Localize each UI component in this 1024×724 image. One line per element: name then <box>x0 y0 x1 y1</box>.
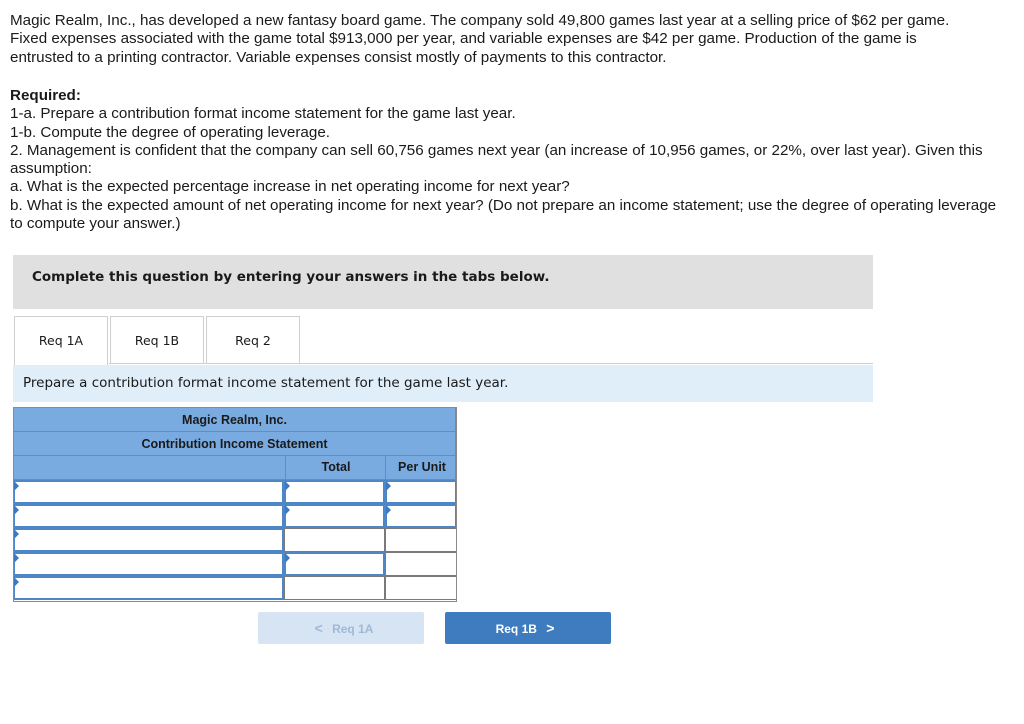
input-marker-icon <box>386 505 391 515</box>
required-item: a. What is the expected percentage increase in net operating income for next year? <box>10 178 570 196</box>
row-total-input[interactable] <box>286 482 383 502</box>
required-item: 1-a. Prepare a contribution format income statement for the game last year. <box>10 105 516 123</box>
label-cell <box>13 480 284 504</box>
required-item: 2. Management is confident that the company can sell 60,756 games next year (an increase of 10,956 games, or 22%, over last year). Given this assumption: <box>10 141 983 178</box>
instruction-text: Prepare a contribution format income statement for the game last year. <box>23 375 509 391</box>
dropdown-marker-icon <box>14 481 19 491</box>
row-per-unit-input[interactable] <box>387 506 455 526</box>
row-total-input[interactable] <box>286 506 383 526</box>
column-header-row <box>13 455 456 480</box>
required-item: 1-b. Compute the degree of operating leverage. <box>10 123 330 141</box>
problem-paragraph: Magic Realm, Inc., has developed a new fantasy board game. The company sold 49,800 games last year at a selling price of $62 per game. Fixed expenses associated with the game total $913,000 per year, and variable expenses are $42 per game. Production of the game is entrusted to a printing contractor. Variable expenses consist mostly of payments to this contractor. <box>10 12 950 66</box>
prev-tab-button[interactable] <box>258 612 424 644</box>
row-total-input[interactable] <box>285 529 384 551</box>
input-marker-icon <box>285 505 290 515</box>
next-button-label: Req 1B <box>495 622 537 636</box>
row-total-input[interactable] <box>286 554 383 574</box>
table-row <box>13 552 457 576</box>
chevron-right-icon: > <box>546 620 555 636</box>
row-label-select[interactable] <box>15 554 282 574</box>
dropdown-marker-icon <box>14 505 19 515</box>
table-row <box>13 480 457 504</box>
label-cell <box>13 552 284 576</box>
input-marker-icon <box>285 553 290 563</box>
chevron-left-icon: < <box>314 620 323 636</box>
problem-text <box>10 12 970 67</box>
label-cell <box>13 528 284 552</box>
banner-text: Complete this question by entering your answers in the tabs below. <box>32 269 550 285</box>
row-per-unit-input[interactable] <box>386 577 456 599</box>
row-label-select[interactable] <box>15 578 282 598</box>
required-section <box>10 87 1000 233</box>
required-item: b. What is the expected amount of net operating income for next year? (Do not prepare an income statement; use the degree of operating leverage to compute your answer.) <box>10 196 997 233</box>
label-cell <box>13 504 284 528</box>
dropdown-marker-icon <box>14 529 19 539</box>
table-row <box>13 504 457 528</box>
dropdown-marker-icon <box>14 553 19 563</box>
per-unit-cell <box>385 504 457 528</box>
per-unit-cell <box>385 576 457 600</box>
label-cell <box>13 576 284 600</box>
table-row <box>13 528 457 552</box>
prev-button-label: Req 1A <box>332 622 374 636</box>
total-cell <box>284 576 385 600</box>
per-unit-cell <box>385 528 457 552</box>
dropdown-marker-icon <box>14 577 19 587</box>
tab-instruction <box>13 365 873 402</box>
per-unit-cell <box>385 480 457 504</box>
next-tab-button[interactable] <box>445 612 611 644</box>
row-total-input[interactable] <box>285 577 384 599</box>
required-heading: Required: <box>10 87 81 104</box>
instructions-banner <box>13 255 873 309</box>
row-label-select[interactable] <box>15 530 282 550</box>
column-header-total: Total <box>285 456 386 479</box>
tab-req-2[interactable]: Req 2 <box>206 316 300 363</box>
per-unit-cell <box>385 552 457 576</box>
row-label-select[interactable] <box>15 482 282 502</box>
income-statement-table <box>13 407 457 602</box>
row-per-unit-input[interactable] <box>386 553 456 575</box>
company-name: Magic Realm, Inc. <box>13 407 456 432</box>
column-header-per-unit: Per Unit <box>385 456 458 479</box>
total-cell <box>284 480 385 504</box>
tab-req-1a[interactable]: Req 1A <box>14 316 108 365</box>
tab-divider <box>109 363 873 364</box>
input-marker-icon <box>285 481 290 491</box>
total-cell <box>284 552 385 576</box>
total-cell <box>284 528 385 552</box>
tab-req-1b[interactable]: Req 1B <box>110 316 204 363</box>
statement-title: Contribution Income Statement <box>13 431 456 456</box>
row-label-select[interactable] <box>15 506 282 526</box>
table-row <box>13 576 457 600</box>
row-per-unit-input[interactable] <box>387 482 455 502</box>
row-per-unit-input[interactable] <box>386 529 456 551</box>
input-marker-icon <box>386 481 391 491</box>
total-cell <box>284 504 385 528</box>
